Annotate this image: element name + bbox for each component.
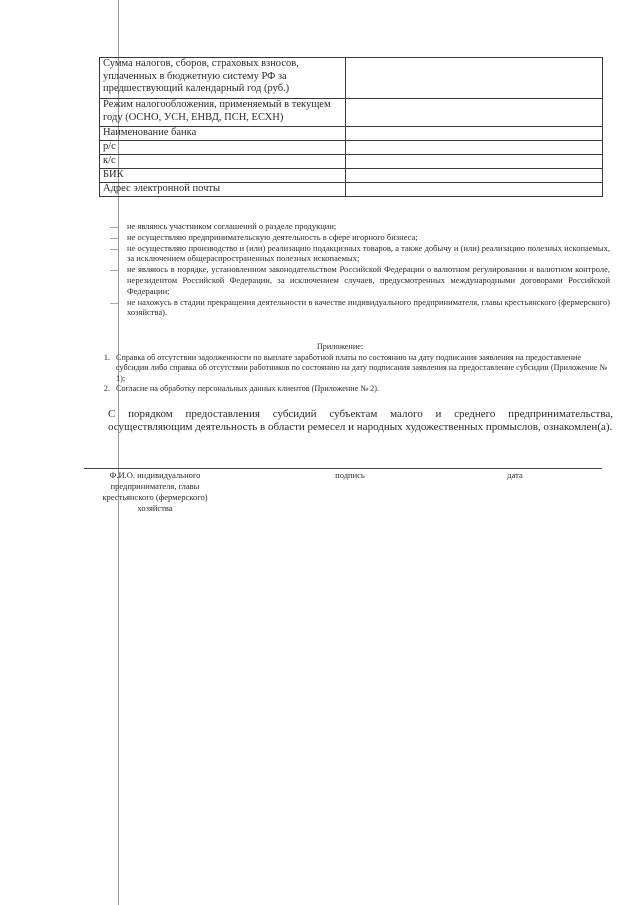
row-value[interactable] <box>346 169 603 183</box>
appendix-title: Приложение: <box>316 342 364 351</box>
dash-marker: — <box>110 231 119 242</box>
row-label: Наименование банка <box>100 127 346 141</box>
list-item <box>110 264 610 296</box>
row-label: БИК <box>100 169 346 183</box>
appendix-text: Согласие на обработку персональных данных клиентов (Приложение № 2). <box>116 384 380 393</box>
row-value[interactable] <box>346 58 603 99</box>
list-item <box>110 297 610 319</box>
declaration-text: не нахожусь в стадии прекращения деятельности в качестве индивидуального предпринимателя, главы крестьянского (фермерского) хозяйства). <box>127 296 610 318</box>
dash-marker: — <box>110 221 119 231</box>
row-label: Сумма налогов, сборов, страховых взносов, уплаченных в бюджетную систему РФ за предшествующий календарный год (руб.) <box>100 58 346 99</box>
appendix-number: 1. <box>103 352 110 362</box>
declaration-text: не являюсь участником соглашений о разделе продукции; <box>127 221 337 231</box>
table-row <box>100 99 603 127</box>
list-item <box>110 232 610 243</box>
appendix-number: 2. <box>103 384 110 393</box>
declaration-text: не осуществляю предпринимательскую деятельность в сфере игорного бизнеса; <box>127 231 418 242</box>
appendix-section <box>80 342 610 395</box>
dash-marker: — <box>110 264 119 275</box>
applicant-details-table <box>99 57 603 197</box>
list-item <box>110 221 610 232</box>
row-value[interactable] <box>346 141 603 155</box>
table-row <box>100 169 603 183</box>
dash-marker: — <box>110 242 119 253</box>
row-value[interactable] <box>346 99 603 127</box>
table-row <box>100 141 603 155</box>
table-row <box>100 183 603 197</box>
table-row <box>100 58 603 99</box>
row-label: к/с <box>100 155 346 169</box>
row-label: Адрес электронной почты <box>100 183 346 197</box>
appendix-item <box>80 353 610 385</box>
appendix-item <box>80 384 610 395</box>
row-value[interactable] <box>346 155 603 169</box>
appendix-text: Справка об отсутствии задолженности по выплате заработной платы по состоянию на дату подписания заявления на предоставление субсидии либо справка об отсутствии работников по состоянию на дату подписания заявления на предоставление субсидии (Приложение № 1); <box>116 352 608 383</box>
signature-caption: подпись <box>335 470 365 480</box>
acknowledgement-text: С порядком предоставления субсидий субъектам малого и среднего предпринимательства, осуществляющим деятельность в области ремесел и народных художественных промыслов, ознакомлен(а). <box>108 408 613 433</box>
row-value[interactable] <box>346 183 603 197</box>
fio-caption: Ф.И.О. индивидуального предпринимателя, главы крестьянского (фермерского) хозяйства <box>102 470 208 513</box>
declaration-text: не осуществляю производство и (или) реализацию подакцизных товаров, а также добычу и (или) реализацию полезных ископаемых, за исключением общераспространенных полезных ископаемых; <box>127 242 610 264</box>
list-item <box>110 243 610 265</box>
dash-marker: — <box>110 296 119 307</box>
table-row <box>100 155 603 169</box>
declaration-list <box>110 221 610 318</box>
declaration-text: не являюсь в порядке, установленном законодательством Российской Федерации о валютном регулировании и валютном контроле, нерезидентом Российской Федерации, за исключением случаев, предусмотренных международными договорами Российской Федерации; <box>127 264 610 296</box>
row-value[interactable] <box>346 127 603 141</box>
table-row <box>100 127 603 141</box>
date-caption: дата <box>507 470 523 480</box>
row-label: р/с <box>100 141 346 155</box>
row-label: Режим налогообложения, применяемый в текущем году (ОСНО, УСН, ЕНВД, ПСН, ЕСХН) <box>100 99 346 127</box>
signature-line <box>84 468 602 469</box>
